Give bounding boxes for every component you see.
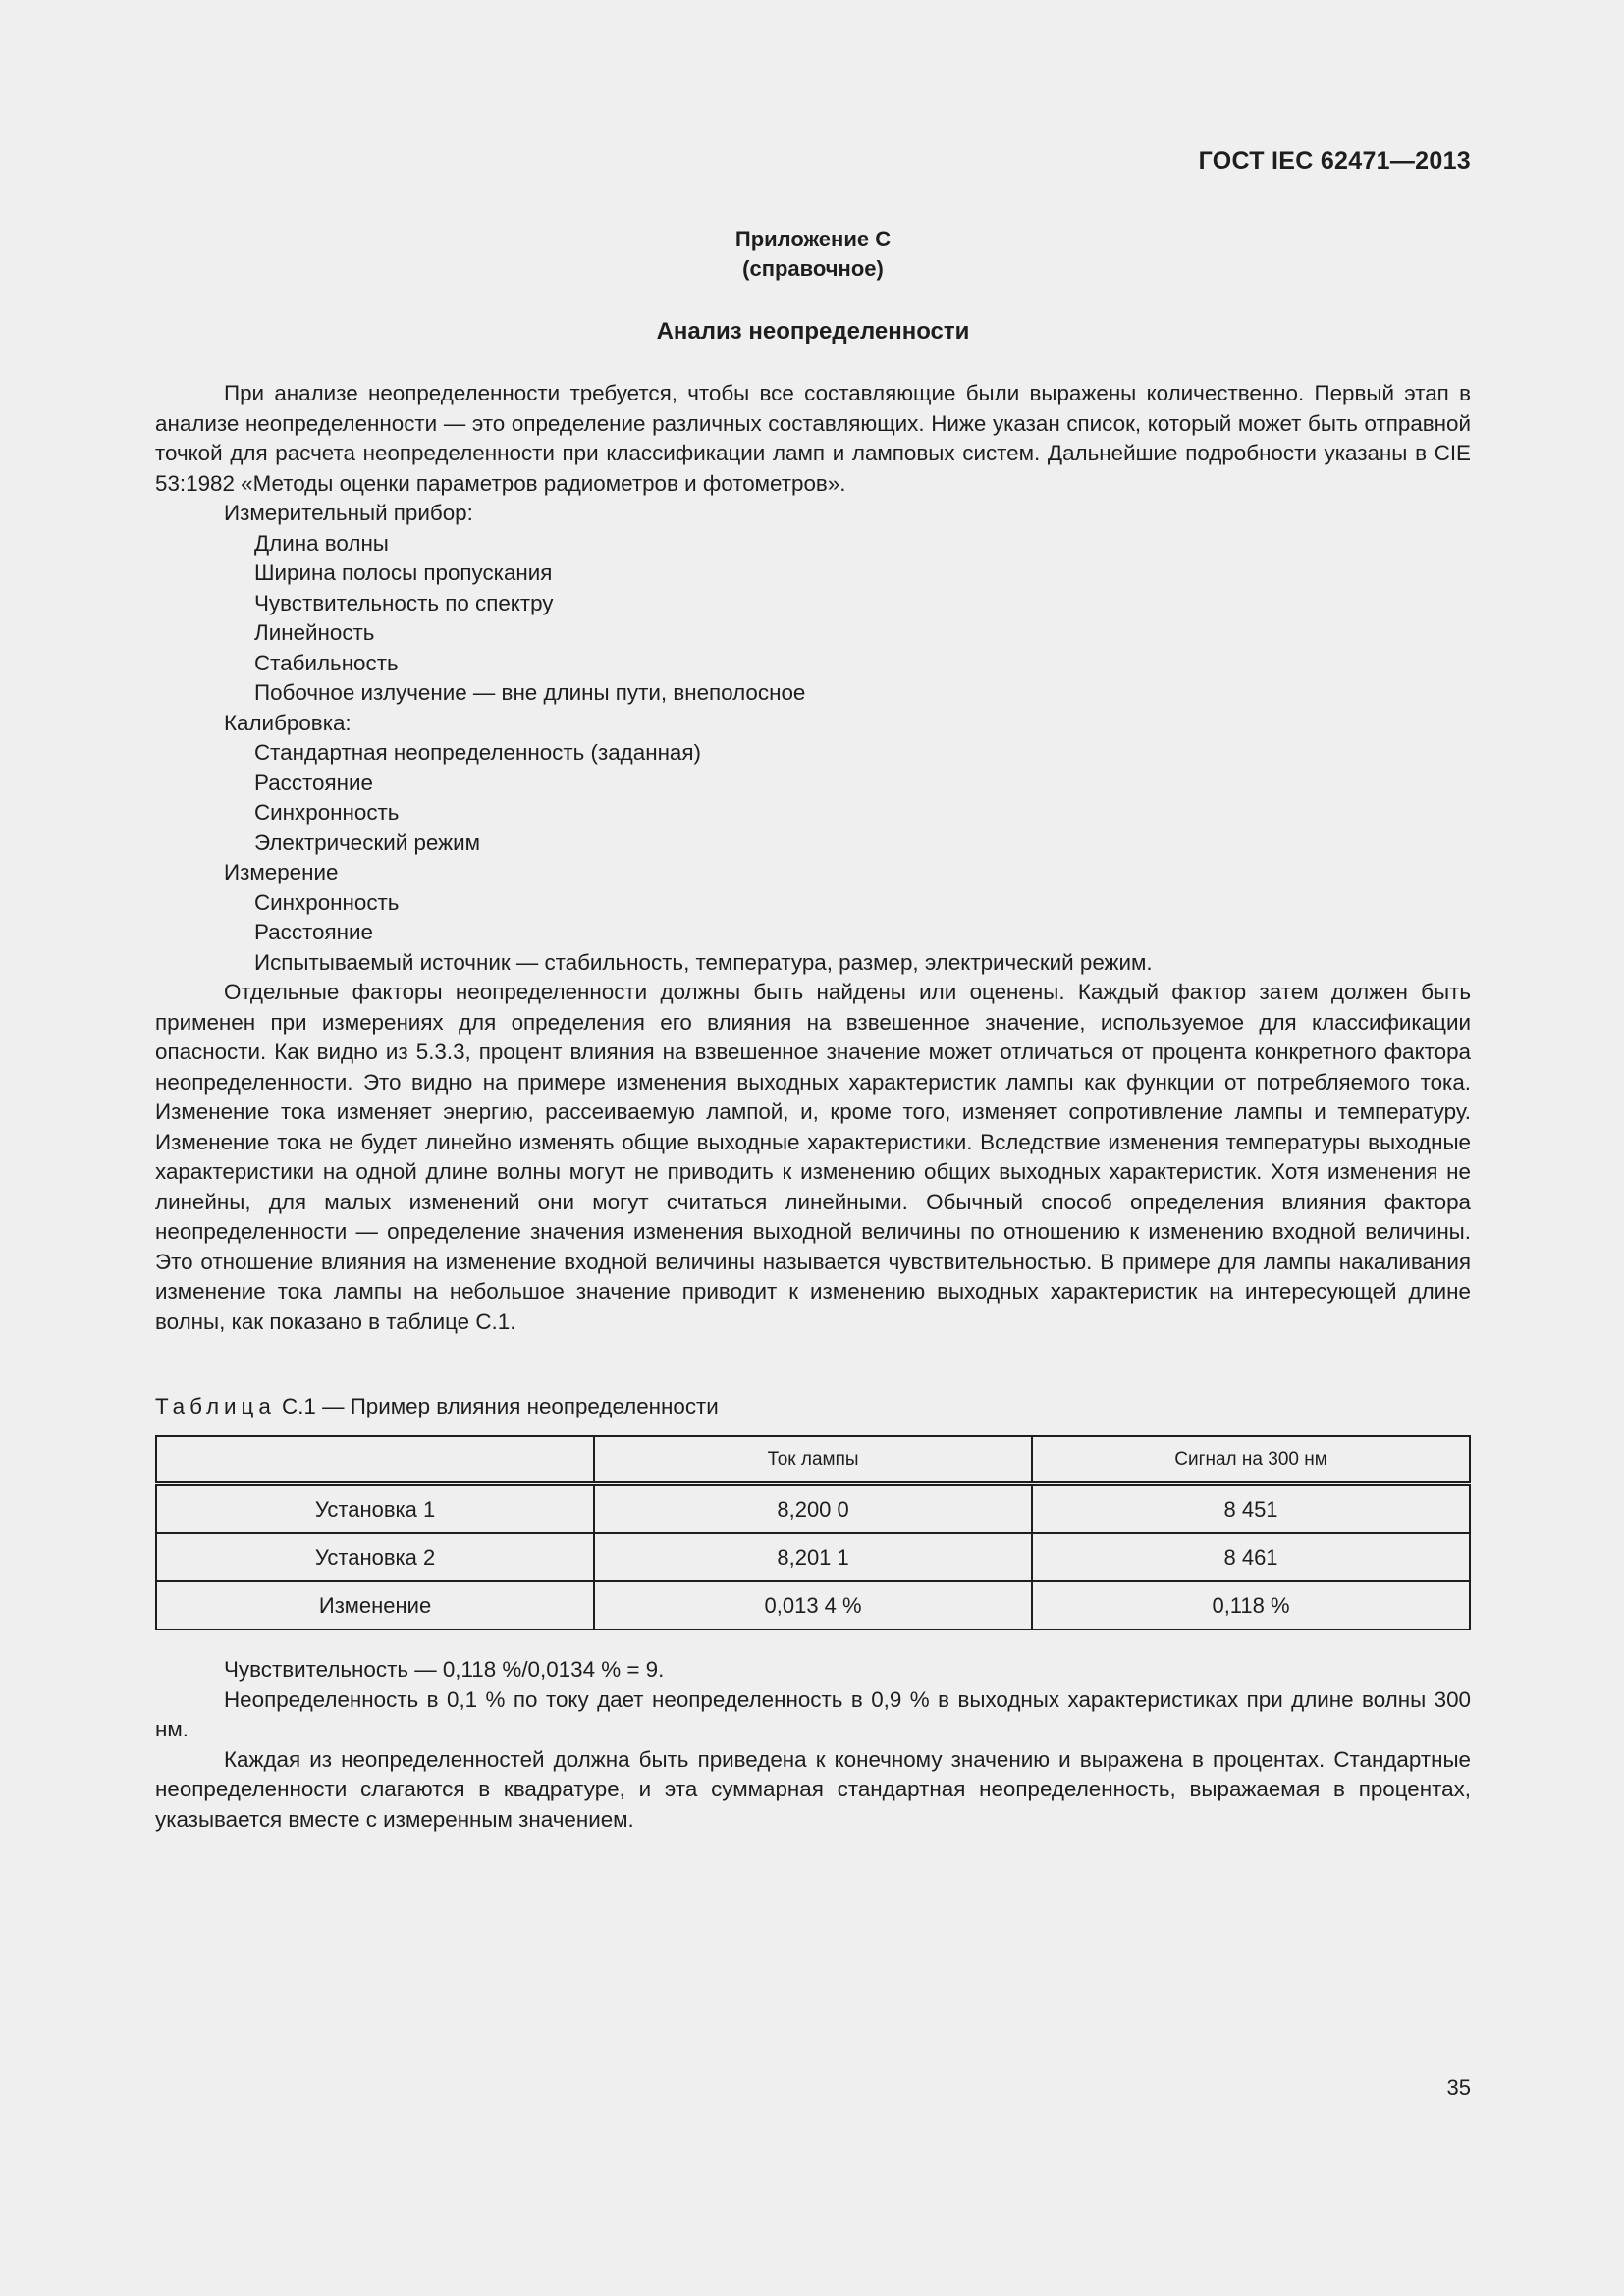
list-item: Побочное излучение — вне длины пути, внеполосное	[254, 680, 806, 705]
list-item: Синхронность	[254, 889, 400, 915]
list-item: Электрический режим	[254, 829, 481, 855]
list-item: Расстояние	[254, 920, 373, 944]
group-head-instrument: Измерительный прибор:	[224, 501, 473, 525]
list-item: Длина волны	[254, 530, 389, 556]
table-row	[156, 1484, 1470, 1534]
table-caption-text: С.1 — Пример влияния неопределенности	[282, 1394, 719, 1418]
uncertainty-table	[155, 1435, 1471, 1630]
table-caption-label: Таблица	[155, 1394, 276, 1418]
sensitivity-paragraph: Чувствительность — 0,118 %/0,0134 % = 9.	[224, 1657, 665, 1682]
table-cell: 8,200 0	[594, 1484, 1032, 1534]
table-header-cell	[156, 1436, 594, 1484]
summary-paragraph: Каждая из неопределенностей должна быть приведена к конечному значению и выражена в процентах. Стандартные неопределенности слагаются в квадратуре, и эта суммарная стандартная неопределенность, выражаемая в процентах, указывается вместе с измеренным значением.	[155, 1746, 1471, 1832]
list-item: Стандартная неопределенность (заданная)	[254, 740, 701, 765]
table-header-cell: Ток лампы	[594, 1436, 1032, 1484]
after-table-text	[155, 1655, 1471, 1835]
annex-subtitle: (справочное)	[742, 256, 884, 281]
body-text	[155, 379, 1471, 1337]
section-title: Анализ неопределенности	[656, 318, 970, 345]
page-number: 35	[1446, 2075, 1471, 2100]
intro-paragraph: При анализе неопределенности требуется, чтобы все составляющие были выражены количественно. Первый этап в анализе неопределенности — это определение различных составляющих. Ниже указан список, который может быть отправной точкой для расчета неопределенности при классификации ламп и ламповых систем. Дальнейшие подробности указаны в CIE 53:1982 «Методы оценки параметров радиометров и фотометров».	[155, 381, 1471, 496]
list-item: Линейность	[254, 620, 375, 645]
table-header-row	[156, 1436, 1470, 1484]
document-page	[155, 0, 1471, 2296]
table-caption	[155, 1394, 719, 1419]
table-cell: 0,013 4 %	[594, 1581, 1032, 1629]
list-item: Расстояние	[254, 770, 373, 795]
group-head-calibration: Калибровка:	[224, 710, 352, 735]
list-item: Стабильность	[254, 650, 399, 675]
table-cell: 8,201 1	[594, 1533, 1032, 1581]
table-cell: 8 451	[1032, 1484, 1470, 1534]
group-head-measurement: Измерение	[224, 860, 339, 884]
table-cell: 8 461	[1032, 1533, 1470, 1581]
list-item: Синхронность	[254, 800, 400, 825]
annex-title: Приложение С	[734, 227, 892, 251]
table-row	[156, 1581, 1470, 1629]
annex-heading	[155, 225, 1471, 284]
table-header-cell: Сигнал на 300 нм	[1032, 1436, 1470, 1484]
main-paragraph: Отдельные факторы неопределенности должны быть найдены или оценены. Каждый фактор затем должен быть применен при измерениях для определения его влияния на взвешенное значение, используемое для классификации опасности. Как видно из 5.3.3, процент влияния на взвешенное значение может отличаться от процента конкретного фактора неопределенности. Это видно на примере изменения выходных характеристик лампы как функции от потребляемого тока. Изменение тока изменяет энергию, рассеиваемую лампой, и, кроме того, изменяет сопротивление лампы и температуру. Изменение тока не будет линейно изменять общие выходные характеристики. Вследствие изменения температуры выходные характеристики на одной длине волны могут не приводить к изменению общих выходных характеристик. Хотя изменения не линейны, для малых изменений они могут считаться линейными. Обычный способ определения влияния фактора неопределенности — определение значения изменения выходной величины по отношению к изменению входной величины. Это отношение влияния на изменение входной величины называется чувствительностью. В примере для лампы накаливания изменение тока лампы на небольшое значение приводит к изменению выходных характеристик на интересующей длине волны, как показано в таблице С.1.	[155, 980, 1471, 1334]
document-code: ГОСТ IEC 62471—2013	[1198, 147, 1471, 175]
list-item: Ширина полосы пропускания	[254, 561, 553, 585]
table-cell: Установка 1	[156, 1484, 594, 1534]
table-cell: 0,118 %	[1032, 1581, 1470, 1629]
list-item: Испытываемый источник — стабильность, температура, размер, электрический режим.	[254, 949, 1153, 975]
list-item: Чувствительность по спектру	[254, 590, 554, 615]
uncertainty-paragraph: Неопределенность в 0,1 % по току дает неопределенность в 0,9 % в выходных характеристиках при длине волны 300 нм.	[155, 1686, 1471, 1741]
table-row	[156, 1533, 1470, 1581]
table-cell: Изменение	[156, 1581, 594, 1629]
table-cell: Установка 2	[156, 1533, 594, 1581]
